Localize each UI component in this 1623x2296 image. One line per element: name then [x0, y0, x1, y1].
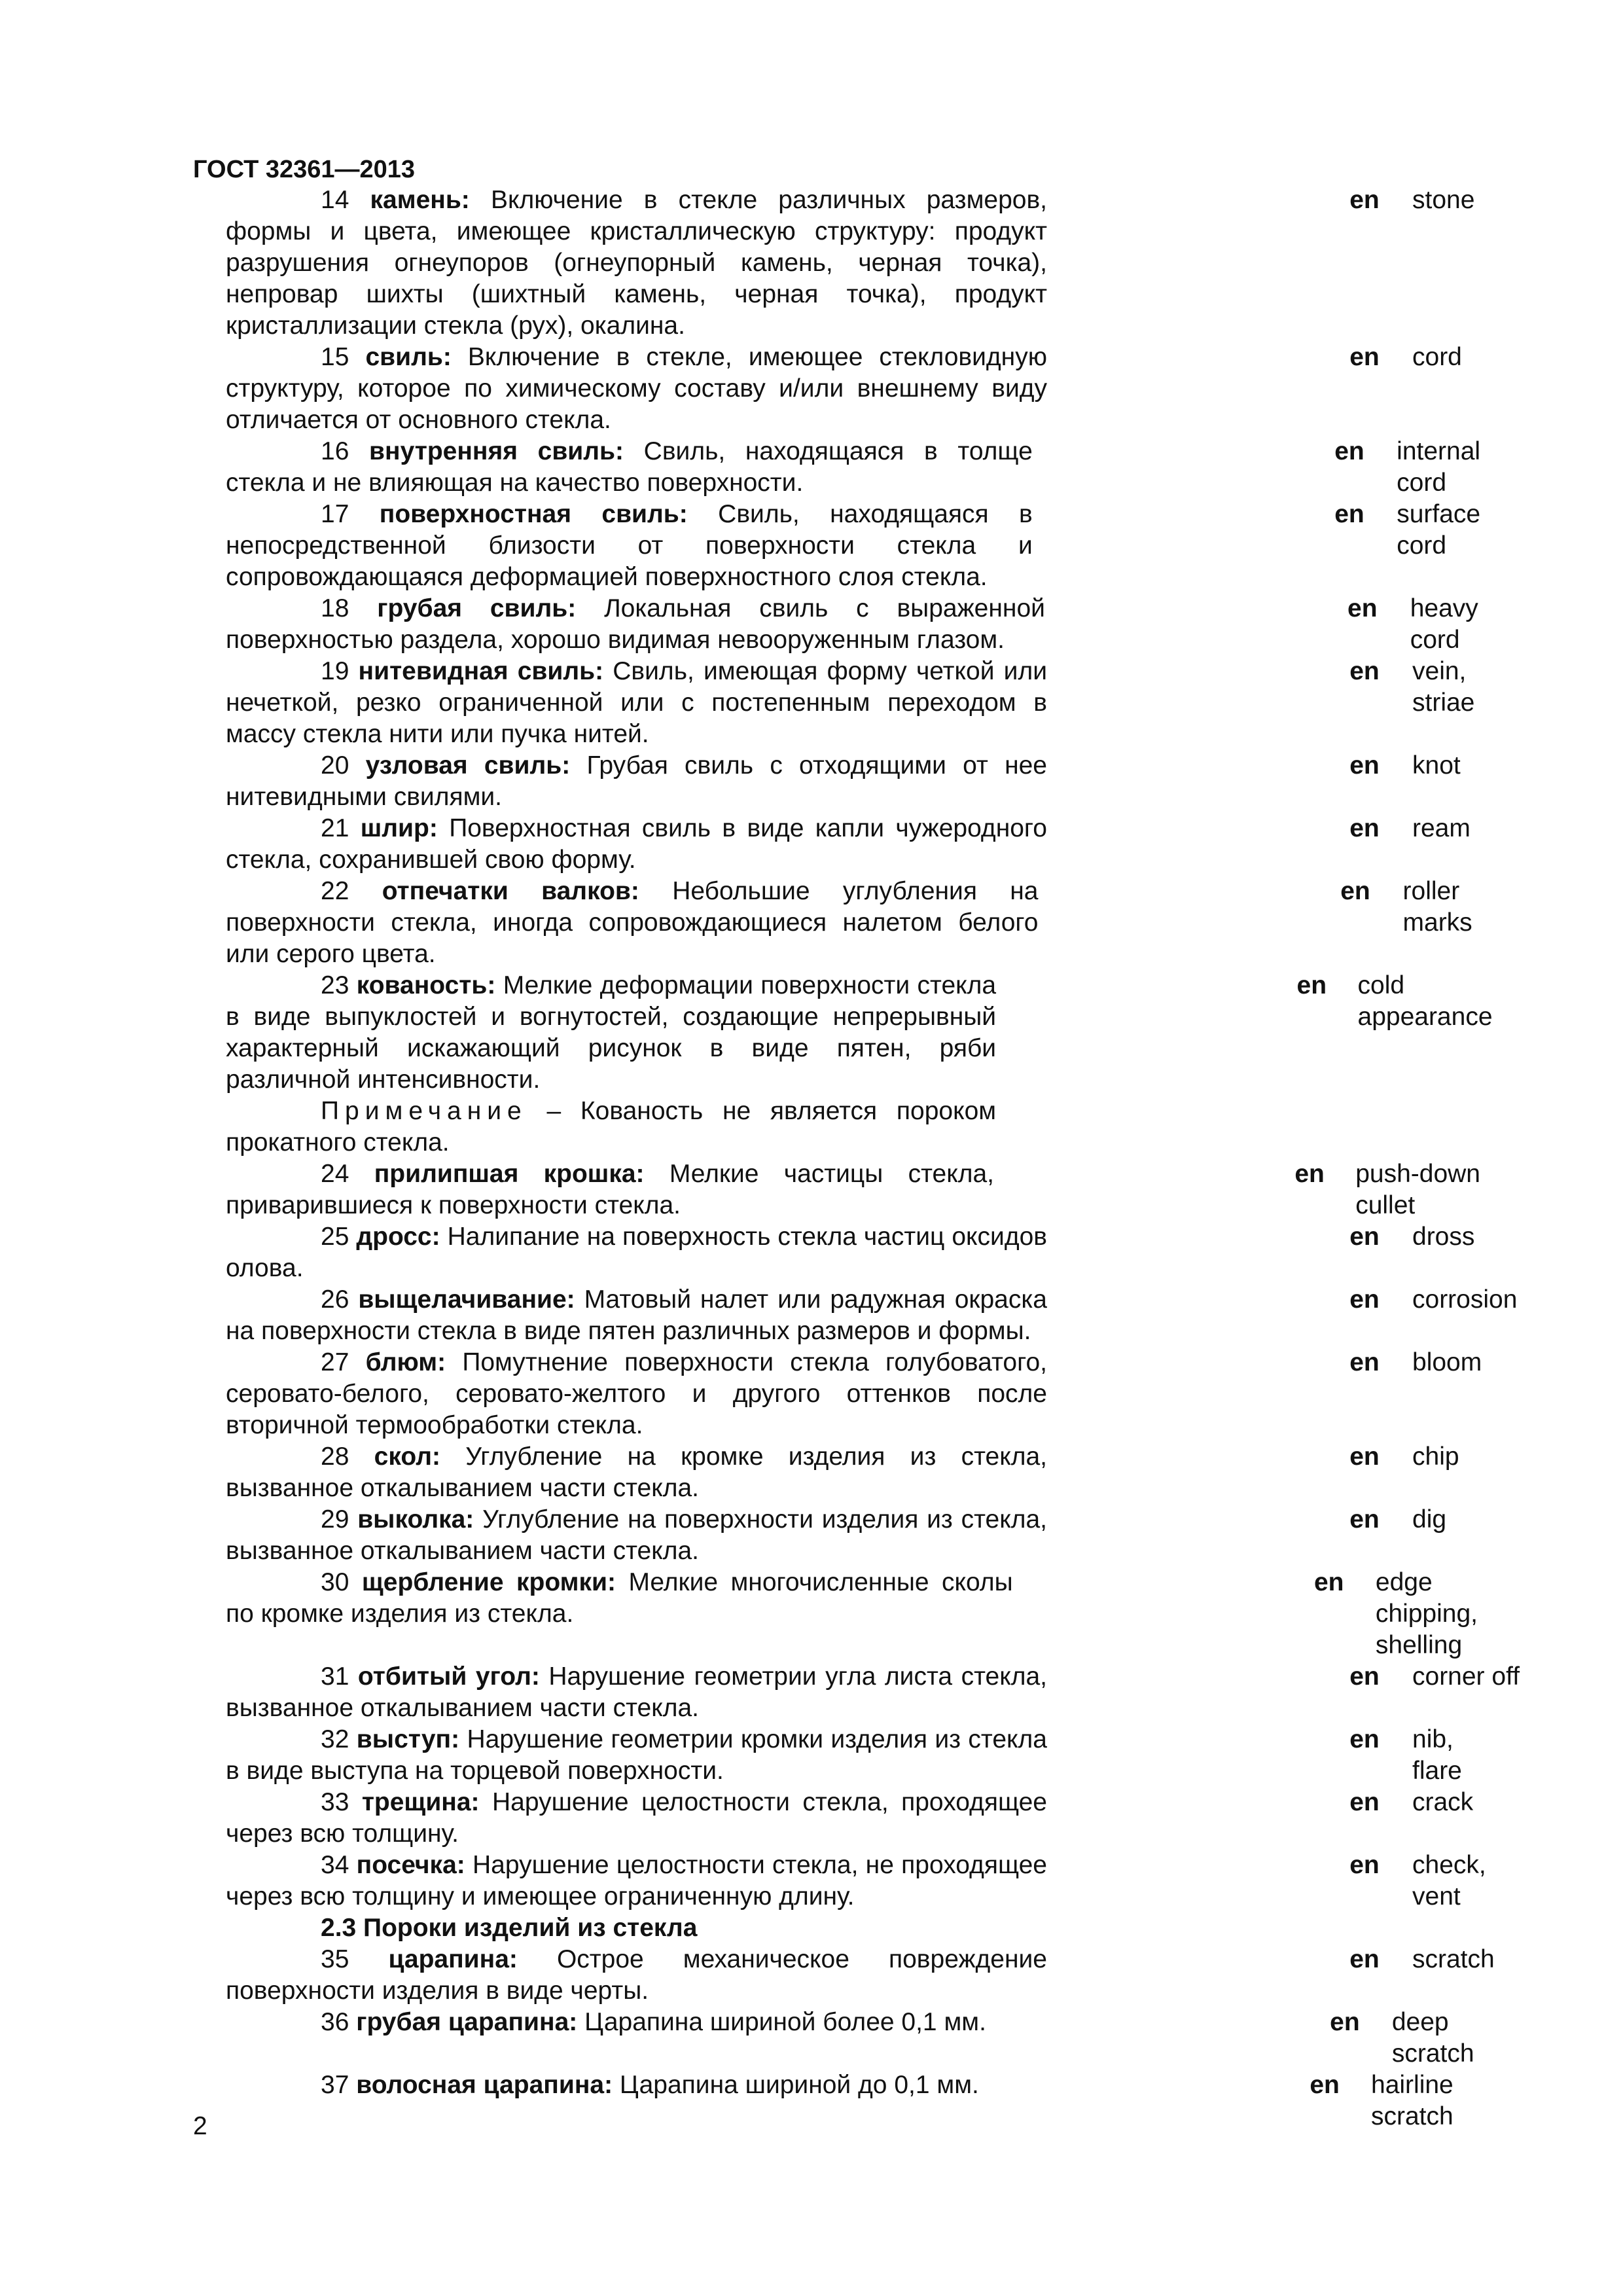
term-entry-15	[226, 342, 1535, 436]
note	[226, 1096, 996, 1158]
language-code: en	[1349, 1725, 1380, 1753]
language-code: en	[1349, 186, 1380, 214]
term-text	[226, 1221, 1047, 1284]
term-text	[226, 593, 1045, 656]
english-equivalent: cold appearance	[1357, 971, 1493, 1031]
term-definition: Углубление на поверхности изделия из стекла, вызванное откалыванием части стекла.	[226, 1505, 1047, 1565]
term-text	[226, 185, 1047, 342]
term-definition: Включение в стекле, имеющее стекловидную структуру, которое по химическому составу и/или внешнему виду отличается от основного стекла.	[226, 343, 1047, 434]
term-definition: Свиль, находящаяся в непосредственной близости от поверхности стекла и сопровождающаяся деформацией поверхностного слоя стекла.	[226, 500, 1033, 591]
term-name: свиль:	[365, 343, 452, 371]
english-equivalent: surface cord	[1397, 500, 1481, 560]
term-text	[226, 1347, 1047, 1441]
term-entry-16	[226, 436, 1535, 499]
term-name: поверхностная свиль:	[379, 500, 688, 528]
language-code: en	[1349, 657, 1380, 685]
language-code: en	[1340, 877, 1370, 905]
english-equivalent: internal cord	[1397, 437, 1481, 497]
english-equivalent: bloom	[1412, 1348, 1482, 1376]
term-entry-19	[226, 656, 1535, 750]
term-name: прилипшая крошка:	[374, 1160, 645, 1188]
term-definition: Помутнение поверхности стекла голубоватого, серовато-белого, серовато-желтого и другого оттенков после вторичной термообработки стекла.	[226, 1348, 1047, 1439]
english-equivalent: knot	[1412, 751, 1461, 780]
english-equivalent: corner off	[1412, 1662, 1520, 1691]
term-entry-25	[226, 1221, 1535, 1284]
english-equivalent: heavy cord	[1410, 594, 1478, 654]
language-code: en	[1294, 1160, 1325, 1188]
term-definition: Грубая свиль с отходящими от нее нитевидными свилями.	[226, 751, 1047, 811]
language-code: en	[1310, 2071, 1340, 2099]
term-entry-21	[226, 813, 1535, 876]
english-equivalent: nib, flare	[1412, 1725, 1462, 1785]
term-definition: Небольшие углубления на поверхности стекла, иногда сопровождающиеся налетом белого или серого цвета.	[226, 877, 1039, 968]
english-equivalent: scratch	[1412, 1945, 1495, 1973]
term-name: грубая царапина:	[356, 2008, 578, 2036]
term-number: 32	[321, 1725, 349, 1753]
term-number: 16	[321, 437, 349, 465]
term-definition: Углубление на кромке изделия из стекла, вызванное откалыванием части стекла.	[226, 1443, 1047, 1502]
term-text	[226, 876, 1038, 970]
term-definition: Свиль, имеющая форму четкой или нечеткой, резко ограниченной или с постепенным переходом в массу стекла нити или пучка нитей.	[226, 657, 1047, 748]
term-name: посечка:	[356, 1851, 465, 1879]
language-code: en	[1349, 1223, 1380, 1251]
term-entry-26	[226, 1284, 1535, 1347]
term-name: щербление кромки:	[361, 1568, 616, 1596]
term-entry-29	[226, 1504, 1535, 1567]
term-entry-30	[226, 1567, 1535, 1661]
term-text	[226, 813, 1047, 876]
term-entry-27	[226, 1347, 1535, 1441]
term-entry-17	[226, 499, 1535, 593]
term-text	[226, 1944, 1047, 2007]
term-number: 27	[321, 1348, 349, 1376]
term-name: трещина:	[361, 1788, 480, 1816]
term-text	[226, 1441, 1047, 1504]
term-number: 29	[321, 1505, 349, 1534]
term-text	[226, 1661, 1047, 1724]
term-definition: Налипание на поверхность стекла частиц оксидов олова.	[226, 1223, 1047, 1282]
term-name: царапина:	[388, 1945, 518, 1973]
term-definition: Локальная свиль с выраженной поверхностью раздела, хорошо видимая невооруженным глазом.	[226, 594, 1045, 654]
term-definition: Нарушение геометрии угла листа стекла, вызванное откалыванием части стекла.	[226, 1662, 1047, 1722]
term-number: 34	[321, 1851, 349, 1879]
term-number: 22	[321, 877, 349, 905]
language-code: en	[1349, 751, 1380, 780]
english-equivalent: dross	[1412, 1223, 1475, 1251]
english-equivalent: stone	[1412, 186, 1475, 214]
term-name: внутренняя свиль:	[369, 437, 624, 465]
language-code: en	[1349, 343, 1380, 371]
term-entry-18	[226, 593, 1535, 656]
term-definition: Свиль, находящаяся в толще стекла и не влияющая на качество поверхности.	[226, 437, 1033, 497]
term-number: 25	[321, 1223, 349, 1251]
term-number: 20	[321, 751, 349, 780]
language-code: en	[1349, 1788, 1380, 1816]
language-code: en	[1334, 500, 1364, 528]
term-definition: Царапина шириной до 0,1 мм.	[619, 2071, 979, 2099]
term-number: 36	[321, 2008, 349, 2036]
term-definition: Мелкие деформации поверхности стекла в виде выпуклостей и вогнутостей, создающие непрерывный характерный искажающий рисунок в виде пятен, ряби различной интенсивности.	[226, 971, 997, 1094]
term-entry-35	[226, 1944, 1535, 2007]
term-name: нитевидная свиль:	[358, 657, 604, 685]
language-code: en	[1330, 2008, 1360, 2036]
term-text	[226, 499, 1033, 593]
term-text	[226, 1850, 1047, 1912]
language-code: en	[1349, 1505, 1380, 1534]
term-definition: Матовый налет или радужная окраска на поверхности стекла в виде пятен различных размеров и формы.	[226, 1285, 1047, 1345]
term-definition: Мелкие многочисленные сколы по кромке изделия из стекла.	[226, 1568, 1013, 1628]
terms-list	[226, 185, 1535, 2132]
term-text	[226, 342, 1047, 436]
term-text	[226, 1158, 994, 1221]
term-entry-22	[226, 876, 1535, 970]
term-name: грубая свиль:	[377, 594, 577, 622]
term-definition: Поверхностная свиль в виде капли чужеродного стекла, сохранившей свою форму.	[226, 814, 1047, 874]
language-code: en	[1349, 1285, 1380, 1314]
term-number: 15	[321, 343, 349, 371]
term-text	[226, 2070, 1008, 2101]
note-label: Примечание	[321, 1097, 527, 1125]
term-number: 18	[321, 594, 349, 622]
term-definition: Царапина шириной более 0,1 мм.	[584, 2008, 986, 2036]
english-equivalent: hairline scratch	[1371, 2071, 1454, 2130]
term-name: шлир:	[360, 814, 438, 842]
language-code: en	[1296, 971, 1327, 999]
term-number: 14	[321, 186, 349, 214]
term-text	[226, 750, 1047, 813]
english-equivalent: chip	[1412, 1443, 1459, 1471]
english-equivalent: deep scratch	[1391, 2008, 1474, 2068]
english-equivalent: corrosion	[1412, 1285, 1518, 1314]
section-heading: 2.3 Пороки изделий из стекла	[321, 1914, 698, 1942]
term-number: 21	[321, 814, 349, 842]
term-name: блюм:	[365, 1348, 446, 1376]
language-code: en	[1349, 1443, 1380, 1471]
term-definition: Нарушение целостности стекла, проходящее через всю толщину.	[226, 1788, 1047, 1848]
term-name: волосная царапина:	[356, 2071, 613, 2099]
english-equivalent: check, vent	[1412, 1851, 1486, 1910]
term-name: скол:	[374, 1443, 440, 1471]
term-number: 33	[321, 1788, 349, 1816]
term-entry-20	[226, 750, 1535, 813]
term-entry-14	[226, 185, 1535, 342]
term-number: 37	[321, 2071, 349, 2099]
language-code: en	[1349, 1348, 1380, 1376]
term-text	[226, 1567, 1013, 1630]
term-text	[226, 656, 1047, 750]
term-entry-24	[226, 1158, 1535, 1221]
english-equivalent: cord	[1412, 343, 1462, 371]
language-code: en	[1349, 1662, 1380, 1691]
term-name: дросс:	[356, 1223, 440, 1251]
language-code: en	[1349, 1945, 1380, 1973]
term-definition: Мелкие частицы стекла, приварившиеся к поверхности стекла.	[226, 1160, 995, 1219]
term-entry-33	[226, 1787, 1535, 1850]
term-number: 19	[321, 657, 349, 685]
term-number: 30	[321, 1568, 349, 1596]
term-number: 24	[321, 1160, 349, 1188]
term-number: 26	[321, 1285, 349, 1314]
page-number: 2	[193, 2112, 207, 2140]
term-name: отпечатки валков:	[382, 877, 639, 905]
term-entry-32	[226, 1724, 1535, 1787]
term-text	[226, 436, 1033, 499]
english-equivalent: edge chipping, shelling	[1375, 1568, 1478, 1659]
language-code: en	[1313, 1568, 1344, 1596]
term-text	[226, 1724, 1047, 1787]
term-entry-23	[226, 970, 1535, 1158]
term-number: 31	[321, 1662, 349, 1691]
document-header: ГОСТ 32361—2013	[193, 156, 416, 183]
language-code: en	[1349, 1851, 1380, 1879]
english-equivalent: dig	[1412, 1505, 1447, 1534]
term-number: 17	[321, 500, 349, 528]
term-name: выщелачивание:	[358, 1285, 575, 1314]
term-name: узловая свиль:	[365, 751, 571, 780]
term-text	[226, 2007, 1028, 2038]
english-equivalent: crack	[1412, 1788, 1474, 1816]
term-definition: Нарушение геометрии кромки изделия из стекла в виде выступа на торцевой поверхности.	[226, 1725, 1047, 1785]
term-entry-36	[226, 2007, 1535, 2070]
term-definition: Нарушение целостности стекла, не проходящее через всю толщину и имеющее ограниченную длину.	[226, 1851, 1047, 1910]
term-definition: Острое механическое повреждение поверхности изделия в виде черты.	[226, 1945, 1047, 2005]
term-number: 28	[321, 1443, 349, 1471]
language-code: en	[1334, 437, 1364, 465]
term-definition: Включение в стекле различных размеров, формы и цвета, имеющее кристаллическую структуру: продукт разрушения огнеупоров (огнеупорный камень, черная точка), непровар шихты (шихтный камень, черная точка), продукт кристаллизации стекла (рух), окалина.	[226, 186, 1047, 340]
language-code: en	[1349, 814, 1380, 842]
section-heading-row	[226, 1912, 1535, 1944]
note-text: – Кованость не является пороком прокатного стекла.	[226, 1097, 997, 1157]
term-text	[226, 1787, 1047, 1850]
term-number: 35	[321, 1945, 349, 1973]
term-entry-37	[226, 2070, 1535, 2132]
term-name: камень:	[370, 186, 470, 214]
term-text	[226, 1504, 1047, 1567]
english-equivalent: roller marks	[1402, 877, 1472, 937]
term-entry-34	[226, 1850, 1535, 1912]
english-equivalent: ream	[1412, 814, 1471, 842]
term-name: выколка:	[357, 1505, 474, 1534]
term-name: отбитый угол:	[357, 1662, 540, 1691]
term-entry-28	[226, 1441, 1535, 1504]
term-text	[226, 970, 996, 1158]
english-equivalent: push-down cullet	[1355, 1160, 1480, 1219]
term-entry-31	[226, 1661, 1535, 1724]
term-number: 23	[321, 971, 349, 999]
term-text	[226, 1284, 1047, 1347]
term-name: выступ:	[356, 1725, 460, 1753]
english-equivalent: vein, striae	[1412, 657, 1475, 717]
language-code: en	[1347, 594, 1378, 622]
term-name: кованость:	[356, 971, 496, 999]
